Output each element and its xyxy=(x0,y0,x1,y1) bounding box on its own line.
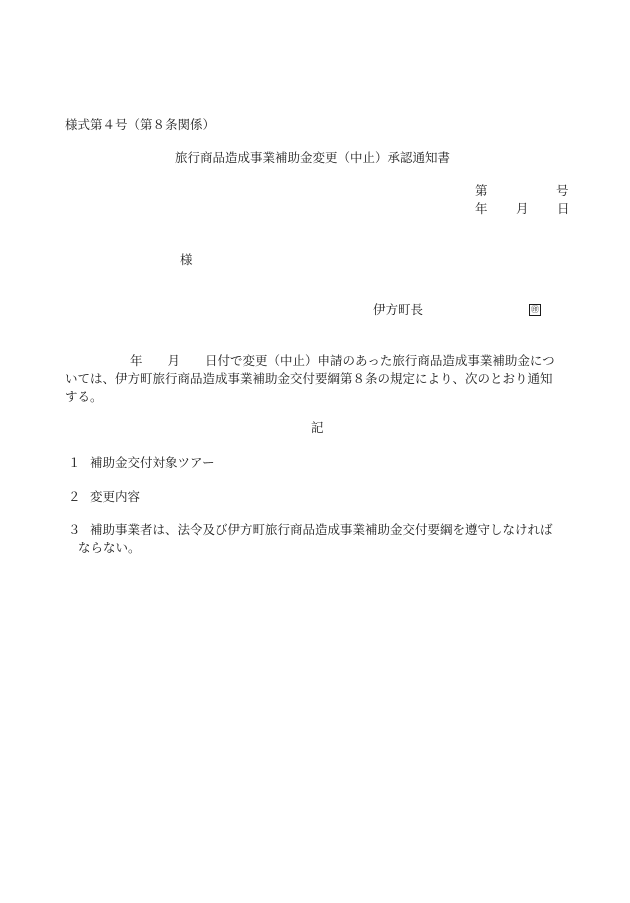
document-title: 旅行商品造成事業補助金変更（中止）承認通知書 xyxy=(175,150,451,165)
item-continuation: ならない。 xyxy=(78,540,141,555)
list-item xyxy=(68,524,553,537)
date-day: 日 xyxy=(557,201,570,216)
body-line-2: いては、伊方町旅行商品造成事業補助金交付要綱第８条の規定により、次のとおり通知 xyxy=(65,371,553,386)
item-number: ３ xyxy=(68,522,81,537)
item-number: ２ xyxy=(68,489,81,504)
item-number: １ xyxy=(68,455,81,470)
form-number: 様式第４号（第８条関係） xyxy=(65,117,216,132)
reference-go: 号 xyxy=(556,183,569,198)
item-text: 変更内容 xyxy=(90,489,141,504)
list-item xyxy=(68,457,215,470)
body-paragraph xyxy=(65,352,585,406)
item-text: 補助金交付対象ツアー xyxy=(90,455,215,470)
reference-dai: 第 xyxy=(475,183,488,198)
date-month: 月 xyxy=(516,201,529,216)
issuer-title: 伊方町長 xyxy=(373,302,424,317)
list-item xyxy=(68,491,140,504)
seal-mark: ㊞ xyxy=(531,305,539,314)
body-line-3: する。 xyxy=(65,389,103,404)
date-year: 年 xyxy=(475,201,488,216)
body-line-1: 年 月 日付で変更（中止）申請のあった旅行商品造成事業補助金につ xyxy=(130,353,555,368)
ki-heading: 記 xyxy=(311,420,324,435)
item-text: 補助事業者は、法令及び伊方町旅行商品造成事業補助金交付要綱を遵守しなければ xyxy=(90,522,553,537)
addressee-honorific: 様 xyxy=(180,252,193,267)
